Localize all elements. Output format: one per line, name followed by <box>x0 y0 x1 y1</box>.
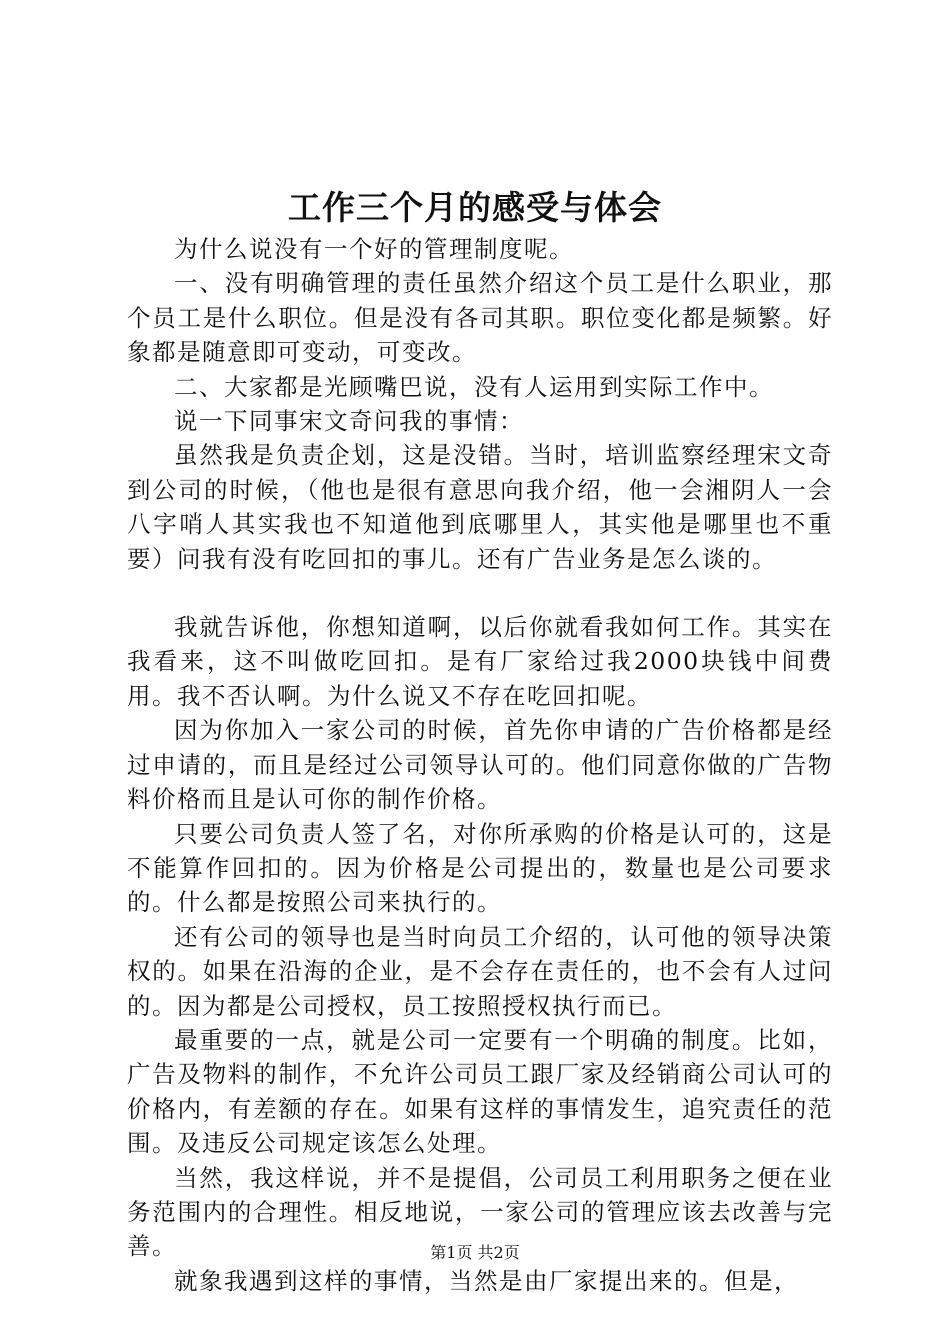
document-body <box>127 232 833 1298</box>
paragraph: 就象我遇到这样的事情，当然是由厂家提出来的。但是， <box>174 1266 799 1295</box>
paragraph: 一、没有明确管理的责任虽然介绍这个员工是什么职业，那个员工是什么职位。但是没有各司其职。职位变化都是频繁。好象都是随意即可变动，可变改。 <box>127 269 833 367</box>
paragraph: 虽然我是负责企划，这是没错。当时，培训监察经理宋文奇到公司的时候，（他也是很有意思向我介绍，他一会湘阴人一会八字哨人其实我也不知道他到底哪里人，其实他是哪里也不重要）问我有没有吃回扣的事儿。还有广告业务是怎么谈的。 <box>127 441 833 573</box>
paragraph: 说一下同事宋文奇问我的事情： <box>174 407 524 436</box>
page-number: 第1页 共2页 <box>430 1243 520 1262</box>
document-title: 工作三个月的感受与体会 <box>288 188 662 227</box>
paragraph: 因为你加入一家公司的时候，首先你申请的广告价格都是经过申请的，而且是经过公司领导认可的。他们同意你做的广告物料价格而且是认可你的制作价格。 <box>127 716 833 814</box>
paragraph: 最重要的一点，就是公司一定要有一个明确的制度。比如，广告及物料的制作，不允许公司员工跟厂家及经销商公司认可的价格内，有差额的存在。如果有这样的事情发生，追究责任的范围。及违反公司规定该怎么处理。 <box>127 1025 833 1158</box>
paragraph: 二、大家都是光顾嘴巴说，没有人运用到实际工作中。 <box>174 372 774 401</box>
paragraph: 只要公司负责人签了名，对你所承购的价格是认可的，这是不能算作回扣的。因为价格是公司提出的，数量也是公司要求的。什么都是按照公司来执行的。 <box>127 819 833 917</box>
paragraph: 当然，我这样说，并不是提倡，公司员工利用职务之便在业务范围内的合理性。相反地说，一家公司的管理应该去改善与完善。 <box>127 1163 833 1261</box>
paragraph: 为什么说没有一个好的管理制度呢。 <box>174 235 574 263</box>
paragraph: 我就告诉他，你想知道啊，以后你就看我如何工作。其实在我看来，这不叫做吃回扣。是有厂家给过我2000块钱中间费用。我不否认啊。为什么说又不存在吃回扣呢。 <box>127 613 833 710</box>
paragraph: 还有公司的领导也是当时向员工介绍的，认可他的领导决策权的。如果在沿海的企业，是不会存在责任的，也不会有人过问的。因为都是公司授权，员工按照授权执行而已。 <box>127 922 833 1020</box>
